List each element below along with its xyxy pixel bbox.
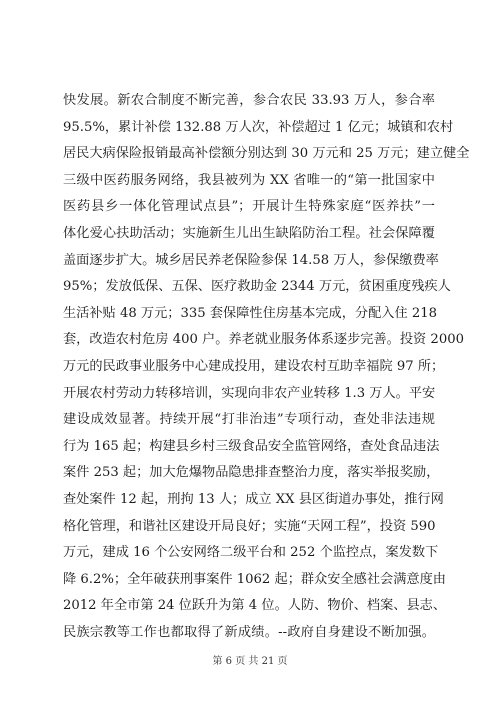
text-line: 三级中医药服务网络，我县被列为 XX 省唯一的“第一批国家中 [63,172,435,188]
text-line: 体化爱心扶助活动；实施新生儿出生缺陷防治工程。社会保障覆 [63,225,435,241]
text-line: 建设成效显著。持续开展“打非治违”专项行动，查处非法违规 [63,412,435,428]
text-line: 行为 165 起；构建县乡村三级食品安全监管网络，查处食品违法 [63,438,440,454]
text-line: 2012 年全市第 24 位跃升为第 4 位。人防、物价、档案、县志、 [63,598,447,614]
text-line: 套，改造农村危房 400 户。养老就业服务体系逐步完善。投资 2000 [63,332,464,348]
text-line: 盖面逐步扩大。城乡居民养老保险参保 14.58 万人，参保缴费率 [63,252,439,268]
body-text [63,88,470,646]
text-line: 快发展。新农合制度不断完善，参合农民 33.93 万人，参合率 [63,93,435,108]
page-number-footer: 第 6 页 共 21 页 [212,656,288,667]
text-line: 万元的民政事业服务中心建成投用，建设农村互助幸福院 97 所； [63,358,445,374]
text-line: 案件 253 起；加大危爆物品隐患排查整治力度，落实举报奖励， [63,465,440,481]
text-line: 万元，建成 16 个公安网络二级平台和 252 个监控点，案发数下 [63,545,439,561]
text-line: 格化管理，和谐社区建设开局良好；实施“天网工程”，投资 590 [63,518,436,534]
text-line: 民族宗教等工作也都取得了新成绩。--政府自身建设不断加强。 [63,624,435,640]
text-line: 查处案件 12 起，刑拘 13 人；成立 XX 县区街道办事处，推行网 [63,491,444,507]
text-line: 生活补贴 48 万元；335 套保障性住房基本完成，分配入住 218 [63,305,438,321]
text-line: 95.5%，累计补偿 132.88 万人次，补偿超过 1 亿元；城镇和农村 [63,119,454,135]
text-line: 降 6.2%；全年破获刑事案件 1062 起；群众安全感社会满意度由 [63,571,446,587]
text-line: 95%；发放低保、五保、医疗救助金 2344 万元，贫困重度残疾人 [63,279,451,295]
text-line: 开展农村劳动力转移培训，实现向非农产业转移 1.3 万人。平安 [63,385,436,401]
text-line: 医药县乡一体化管理试点县”；开展计生特殊家庭“医养扶”一 [63,199,435,215]
text-line: 居民大病保险报销最高补偿额分别达到 30 万元和 25 万元；建立健全 [63,146,470,162]
